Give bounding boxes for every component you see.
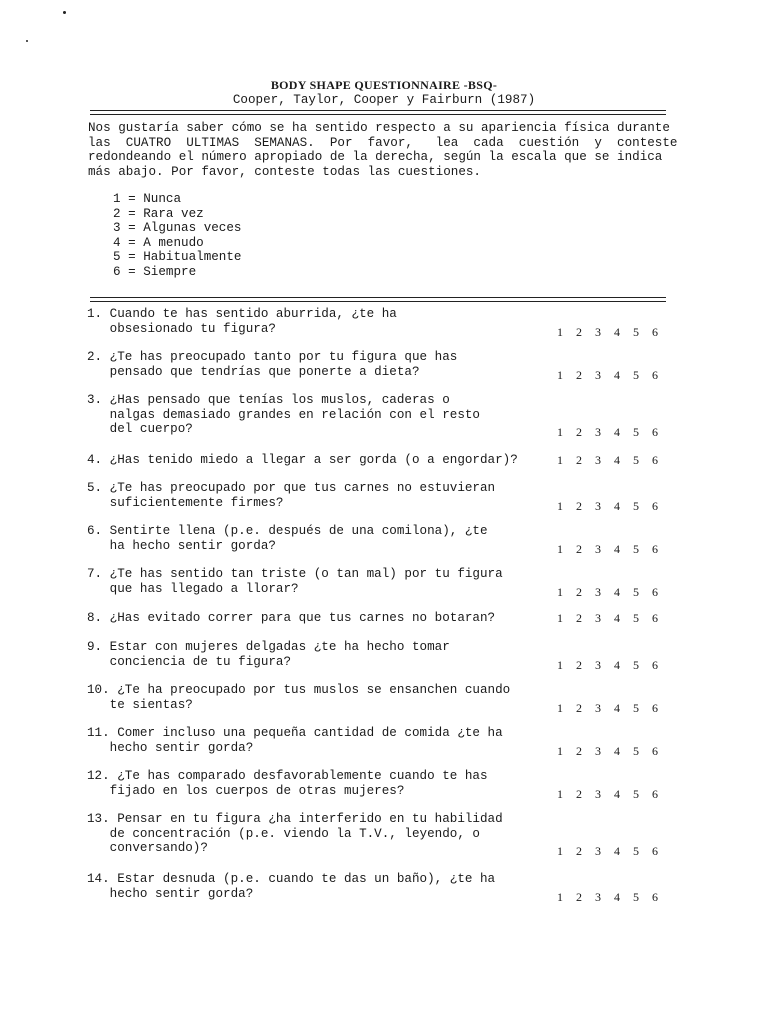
question-text-line: del cuerpo? xyxy=(87,422,193,436)
question-text-line: 13. Pensar en tu figura ¿ha interferido en tu habilidad xyxy=(87,812,503,826)
scale-item: 3 = Algunas veces xyxy=(113,221,242,235)
answer-options[interactable]: 1 2 3 4 5 6 xyxy=(557,498,663,513)
answer-options[interactable]: 1 2 3 4 5 6 xyxy=(557,786,663,801)
answer-options[interactable]: 1 2 3 4 5 6 xyxy=(557,324,663,339)
scan-speck xyxy=(63,11,66,14)
question-text-line: 3. ¿Has pensado que tenías los muslos, caderas o xyxy=(87,393,450,407)
answer-options[interactable]: 1 2 3 4 5 6 xyxy=(557,453,663,467)
question-item xyxy=(87,567,677,599)
question-item xyxy=(87,524,677,556)
question-item xyxy=(87,726,677,758)
question-text-line: 9. Estar con mujeres delgadas ¿te ha hecho tomar xyxy=(87,640,450,654)
question-text-line: 8. ¿Has evitado correr para que tus carnes no botaran? xyxy=(87,611,496,625)
question-item xyxy=(87,611,677,626)
scale-item: 6 = Siempre xyxy=(113,264,197,279)
response-scale xyxy=(113,192,241,279)
question-item xyxy=(87,453,677,468)
question-text-line: te sientas? xyxy=(87,697,193,712)
question-item xyxy=(87,769,677,801)
answer-options[interactable]: 1 2 3 4 5 6 xyxy=(557,367,663,382)
question-text-line: fijado en los cuerpos de otras mujeres? xyxy=(87,783,405,798)
questions-divider xyxy=(90,297,666,302)
question-item xyxy=(87,640,677,672)
question-text-line: conciencia de tu figura? xyxy=(87,654,292,669)
question-item xyxy=(87,872,677,904)
top-divider xyxy=(90,110,666,115)
question-text-line: suficientemente firmes? xyxy=(87,495,284,510)
question-text-line: 6. Sentirte llena (p.e. después de una comilona), ¿te xyxy=(87,524,488,538)
question-text-line: 10. ¿Te ha preocupado por tus muslos se ensanchen cuando xyxy=(87,683,511,697)
question-item xyxy=(87,683,677,715)
answer-options[interactable]: 1 2 3 4 5 6 xyxy=(557,743,663,758)
scale-item: 1 = Nunca xyxy=(113,192,182,206)
document-authors: Cooper, Taylor, Cooper y Fairburn (1987) xyxy=(232,93,536,107)
scan-speck xyxy=(26,40,28,42)
question-text-line: 7. ¿Te has sentido tan triste (o tan mal) por tu figura xyxy=(87,567,503,581)
question-text-line: hecho sentir gorda? xyxy=(87,886,254,901)
answer-options[interactable]: 1 2 3 4 5 6 xyxy=(557,889,663,904)
answer-options[interactable]: 1 2 3 4 5 6 xyxy=(557,700,663,715)
question-item xyxy=(87,307,677,339)
question-text-line: 12. ¿Te has comparado desfavorablemente cuando te has xyxy=(87,769,488,783)
question-text-line: ha hecho sentir gorda? xyxy=(87,538,276,553)
scale-item: 4 = A menudo xyxy=(113,235,204,250)
instructions-line: redondeando el número apropiado de la derecha, según la escala que se indica xyxy=(88,150,663,164)
question-text-line: 11. Comer incluso una pequeña cantidad de comida ¿te ha xyxy=(87,726,503,740)
question-text-line: hecho sentir gorda? xyxy=(87,740,254,755)
question-text-line: obsesionado tu figura? xyxy=(87,321,276,336)
question-text-line: conversando)? xyxy=(87,841,208,855)
question-item xyxy=(87,481,677,513)
scale-item: 2 = Rara vez xyxy=(113,206,204,221)
question-text-line: de concentración (p.e. viendo la T.V., leyendo, o xyxy=(87,826,480,841)
question-text-line: 5. ¿Te has preocupado por que tus carnes no estuvieran xyxy=(87,481,496,495)
instructions-line: las CUATRO ULTIMAS SEMANAS. Por favor, lea cada cuestión y conteste xyxy=(88,135,678,150)
document-title: BODY SHAPE QUESTIONNAIRE -BSQ- xyxy=(270,78,498,92)
instructions-line: Nos gustaría saber cómo se ha sentido respecto a su apariencia física durante xyxy=(88,121,670,135)
answer-options[interactable]: 1 2 3 4 5 6 xyxy=(557,611,663,625)
question-item xyxy=(87,812,677,856)
answer-options[interactable]: 1 2 3 4 5 6 xyxy=(557,844,663,858)
instructions xyxy=(88,121,676,179)
question-text-line: nalgas demasiado grandes en relación con el resto xyxy=(87,407,480,422)
question-text-line: 14. Estar desnuda (p.e. cuando te das un baño), ¿te ha xyxy=(87,872,496,886)
question-text-line: 1. Cuando te has sentido aburrida, ¿te ha xyxy=(87,307,397,321)
question-text-line: 2. ¿Te has preocupado tanto por tu figura que has xyxy=(87,350,458,364)
answer-options[interactable]: 1 2 3 4 5 6 xyxy=(557,584,663,599)
question-text-line: pensado que tendrías que ponerte a dieta? xyxy=(87,364,420,379)
answer-options[interactable]: 1 2 3 4 5 6 xyxy=(557,541,663,556)
answer-options[interactable]: 1 2 3 4 5 6 xyxy=(557,657,663,672)
question-item xyxy=(87,350,677,382)
answer-options[interactable]: 1 2 3 4 5 6 xyxy=(557,425,663,439)
question-text-line: 4. ¿Has tenido miedo a llegar a ser gorda (o a engordar)? xyxy=(87,453,518,467)
question-text-line: que has llegado a llorar? xyxy=(87,581,299,596)
instructions-line: más abajo. Por favor, conteste todas las cuestiones. xyxy=(88,164,481,179)
scale-item: 5 = Habitualmente xyxy=(113,250,242,264)
question-item xyxy=(87,393,677,437)
